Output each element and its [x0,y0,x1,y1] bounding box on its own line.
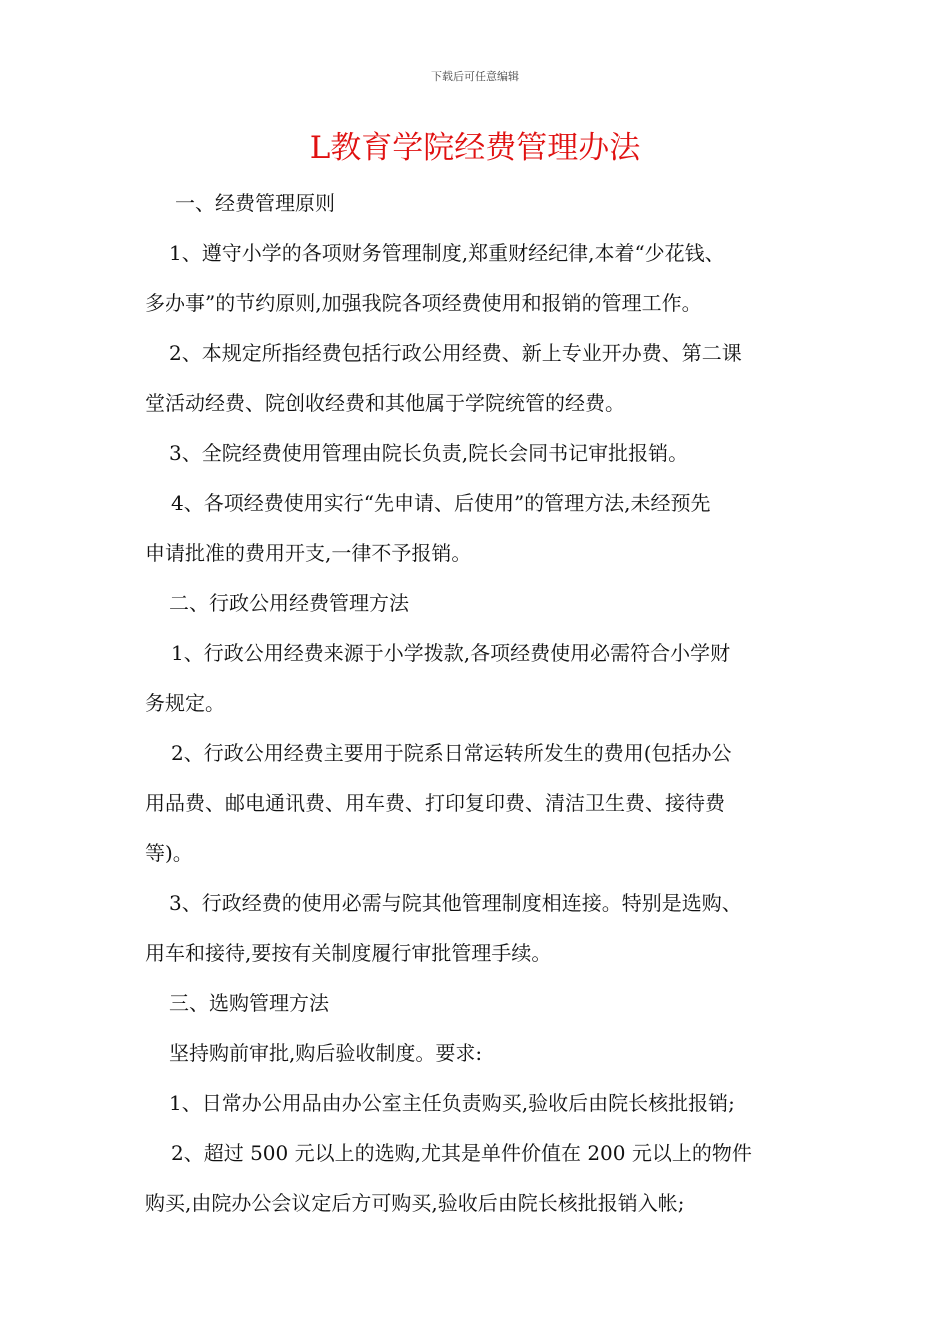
paragraph-line: 申请批准的费用开支,一律不予报销。 [145,541,472,565]
paragraph-line: 堂活动经费、院创收经费和其他属于学院统管的经费。 [145,391,625,415]
header-note: 下载后可任意编辑 [431,70,519,83]
paragraph-line: 4、各项经费使用实行“先申请、后使用”的管理方法,未经预先 [171,491,711,515]
document-body [145,178,810,1228]
paragraph-line: 1、日常办公用品由办公室主任负责购买,验收后由院长核批报销; [169,1091,735,1115]
paragraph-line: 1、行政公用经费来源于小学拨款,各项经费使用必需符合小学财 [171,641,731,665]
paragraph-line: 2、超过 500 元以上的选购,尤其是单件价值在 200 元以上的物件 [171,1141,752,1165]
paragraph-line: 3、行政经费的使用必需与院其他管理制度相连接。特别是选购、 [169,891,742,915]
document-title: L教育学院经费管理办法 [309,130,641,166]
section-heading-3: 三、选购管理方法 [169,991,329,1015]
paragraph-line: 2、行政公用经费主要用于院系日常运转所发生的费用(包括办公 [171,741,732,765]
paragraph-line: 务规定。 [145,691,225,715]
paragraph-line: 1、遵守小学的各项财务管理制度,郑重财经纪律,本着“少花钱、 [169,241,725,265]
paragraph-line: 等)。 [145,841,193,865]
paragraph-line: 多办事”的节约原则,加强我院各项经费使用和报销的管理工作。 [145,291,702,315]
paragraph-line: 2、本规定所指经费包括行政公用经费、新上专业开办费、第二课 [169,341,742,365]
paragraph-line: 坚持购前审批,购后验收制度。要求: [169,1041,483,1065]
section-heading-1: 一、经费管理原则 [175,191,335,215]
section-heading-2: 二、行政公用经费管理方法 [169,591,409,615]
paragraph-line: 3、全院经费使用管理由院长负责,院长会同书记审批报销。 [169,441,689,465]
paragraph-line: 用品费、邮电通讯费、用车费、打印复印费、清洁卫生费、接待费 [145,791,725,815]
paragraph-line: 购买,由院办公会议定后方可购买,验收后由院长核批报销入帐; [145,1191,685,1215]
paragraph-line: 用车和接待,要按有关制度履行审批管理手续。 [145,941,552,965]
